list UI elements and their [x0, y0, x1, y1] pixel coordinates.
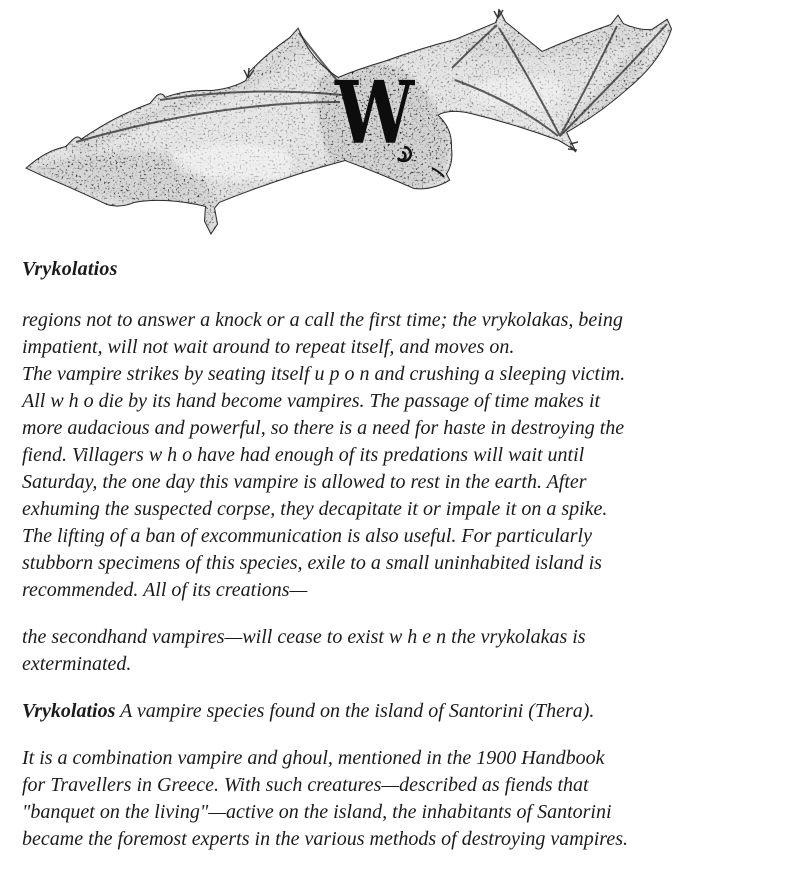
text-line: "banquet on the living"—active on the island, the inhabitants of Santorini [22, 801, 612, 823]
text-line: for Travellers in Greece. With such creatures—described as fiends that [22, 774, 589, 796]
text-line: the secondhand vampires—will cease to exist w h e n the vrykolakas is [22, 626, 586, 648]
bat-illustration [0, 0, 796, 250]
text-line: The vampire strikes by seating itself u p o n and crushing a sleeping victim. [22, 363, 626, 385]
text-line: stubborn specimens of this species, exile to a small uninhabited island is [22, 552, 602, 574]
text-line: All w h o die by its hand become vampires. The passage of time makes it [22, 390, 601, 412]
text-column [22, 256, 762, 853]
text-line: recommended. All of its creations— [22, 579, 308, 601]
page-heading: Vrykolatios [22, 258, 118, 280]
text-line: The lifting of a ban of excommunication is also useful. For particularly [22, 525, 592, 547]
text-line: impatient, will not wait around to repeat itself, and moves on. [22, 336, 515, 358]
text-line: fiend. Villagers w h o have had enough of its predations will wait until [22, 444, 585, 466]
text-line: exterminated. [22, 653, 132, 675]
text-line: more audacious and powerful, so there is a need for haste in destroying the [22, 417, 625, 439]
text-line: It is a combination vampire and ghoul, mentioned in the 1900 Handbook [22, 747, 605, 769]
dropcap-w: W [335, 62, 415, 164]
text-line: exhuming the suspected corpse, they decapitate it or impale it on a spike. [22, 498, 608, 520]
entry-term: Vrykolatios [22, 700, 116, 722]
text-line: became the foremost experts in the various methods of destroying vampires. [22, 828, 628, 850]
paragraph-secondhand [22, 624, 762, 678]
entry-text: A vampire species found on the island of Santorini (Thera). [115, 700, 595, 722]
paragraph-regions [22, 307, 762, 361]
text-line: Saturday, the one day this vampire is allowed to rest in the earth. After [22, 471, 587, 493]
entry-definition [22, 698, 762, 725]
paragraph-vampire-strikes [22, 361, 762, 604]
paragraph-combination [22, 745, 762, 853]
text-line [22, 698, 762, 725]
text-line: regions not to answer a knock or a call the first time; the vrykolakas, being [22, 309, 623, 331]
